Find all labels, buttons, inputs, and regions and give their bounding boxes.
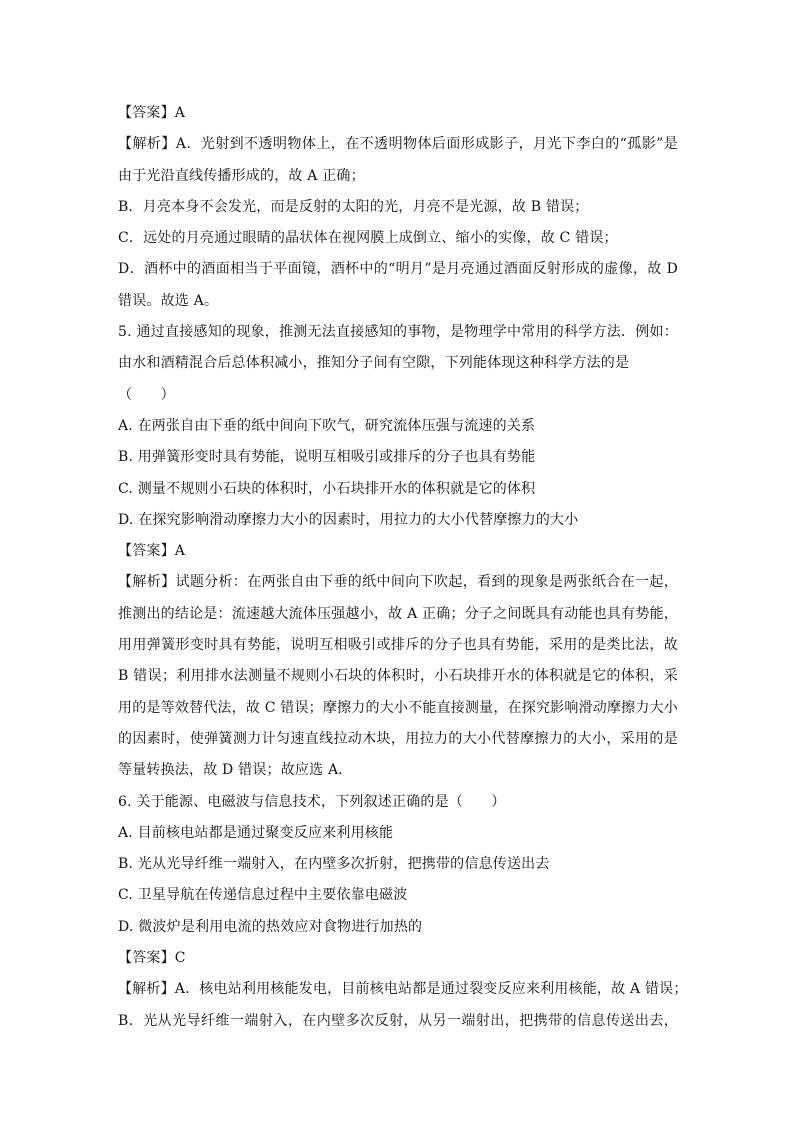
analysis-line: B 错误；利用排水法测量不规则小石块的体积时，小石块排开水的体积就是它的体积，采 <box>118 668 678 685</box>
option-a: A. 在两张自由下垂的纸中间向下吹气，研究流体压强与流速的关系 <box>118 417 536 434</box>
analysis-line: 用用弹簧形变时具有势能，说明互相吸引或排斥的分子也具有势能，采用的是类比法，故 <box>118 637 678 654</box>
question-6-stem: 6. 关于能源、电磁波与信息技术，下列叙述正确的是（ ） <box>118 793 506 810</box>
question-5-stem: 5. 通过直接感知的现象，推测无法直接感知的事物，是物理学中常用的科学方法．例如： <box>118 324 678 341</box>
option-c: C. 卫星导航在传递信息过程中主要依靠电磁波 <box>118 887 408 904</box>
question-5-blank: （ ） <box>118 386 175 403</box>
option-d: D. 在探究影响滑动摩擦力大小的因素时，用拉力的大小代替摩擦力的大小 <box>118 511 579 528</box>
option-c: C. 测量不规则小石块的体积时，小石块排开水的体积就是它的体积 <box>118 480 536 497</box>
analysis-line: 【解析】A．光射到不透明物体上，在不透明物体后面形成影子，月光下李白的“孤影”是 <box>118 136 678 153</box>
option-d: D. 微波炉是利用电流的热效应对食物进行加热的 <box>118 918 423 935</box>
document-page <box>118 98 688 1037</box>
question-5-stem: 由水和酒精混合后总体积减小，推知分子间有空隙，下列能体现这种科学方法的是 <box>118 355 630 372</box>
analysis-line: 【解析】A．核电站利用核能发电，目前核电站都是通过裂变反应来利用核能，故 A 错误； <box>118 981 688 998</box>
analysis-line: 用的是等效替代法，故 C 错误；摩擦力的大小不能直接测量，在探究影响滑动摩擦力大小 <box>118 699 678 716</box>
analysis-line: 推测出的结论是：流速越大流体压强越小，故 A 正确；分子之间既具有动能也具有势能， <box>118 605 678 622</box>
answer-label: 【答案】C <box>118 950 186 967</box>
answer-label: 【答案】A <box>118 105 186 121</box>
option-b: B. 用弹簧形变时具有势能，说明互相吸引或排斥的分子也具有势能 <box>118 449 536 466</box>
analysis-line: 的因素时，使弹簧测力计匀速直线拉动木块，用拉力的大小代替摩擦力的大小，采用的是 <box>118 730 678 747</box>
analysis-line: D．酒杯中的酒面相当于平面镜，酒杯中的“明月”是月亮通过酒面反射形成的虚像，故 D <box>118 261 678 278</box>
option-a: A. 目前核电站都是通过聚变反应来利用核能 <box>118 824 394 841</box>
option-b: B. 光从光导纤维一端射入，在内壁多次折射，把携带的信息传送出去 <box>118 856 550 873</box>
analysis-line: C．远处的月亮通过眼睛的晶状体在视网膜上成倒立、缩小的实像，故 C 错误； <box>118 230 618 247</box>
analysis-line: 由于光沿直线传播形成的，故 A 正确； <box>118 167 365 184</box>
analysis-line: 等量转换法，故 D 错误；故应选 A． <box>118 762 353 779</box>
analysis-line: 【解析】试题分析：在两张自由下垂的纸中间向下吹起，看到的现象是两张纸合在一起， <box>118 574 678 591</box>
analysis-line: 错误。故选 A。 <box>118 292 219 309</box>
answer-label: 【答案】A <box>118 543 186 560</box>
analysis-line: B．月亮本身不会发光，而是反射的太阳的光，月亮不是光源，故 B 错误； <box>118 198 589 215</box>
analysis-line: B．光从光导纤维一端射入，在内壁多次反射，从另一端射出，把携带的信息传送出去， <box>118 1012 678 1029</box>
